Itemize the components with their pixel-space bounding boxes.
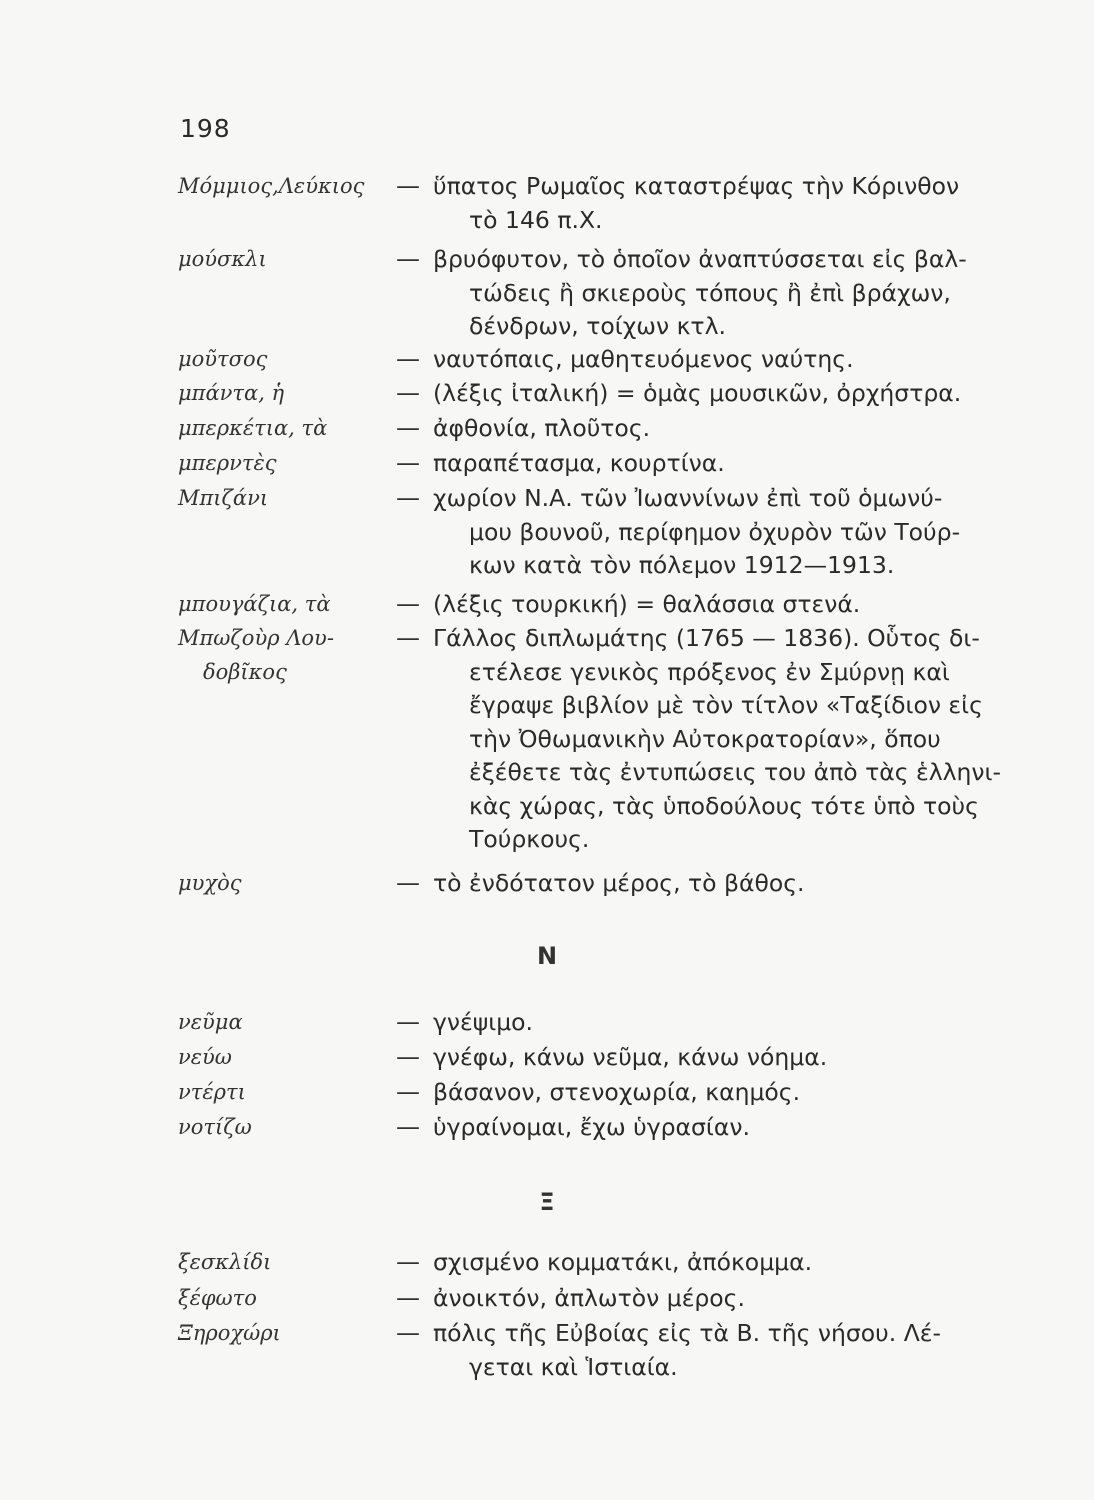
entry-dash: —	[396, 1319, 420, 1347]
entry-dash: —	[396, 1113, 420, 1141]
entry-term: μοῦτσος	[178, 347, 268, 371]
entry-term: νεύω	[178, 1045, 232, 1069]
entry-definition: ὕπατος Ρωμαῖος καταστρέψας τὴν Κόρινθον τὸ 146 π.Χ.	[433, 172, 960, 234]
entry-definition: ναυτόπαις, μαθητευόμενος ναύτης.	[433, 345, 854, 373]
entry-term: νεῦμα	[178, 1010, 243, 1034]
entry-definition: βάσανον, στενοχωρία, καημός.	[433, 1078, 801, 1106]
entry-definition: σχισμένο κομματάκι, ἀπόκομμα.	[433, 1248, 813, 1276]
entry-term: μπερντὲς	[178, 451, 277, 475]
entry-dash: —	[396, 484, 420, 512]
entry-definition: χωρίον Ν.Α. τῶν Ἰωαννίνων ἐπὶ τοῦ ὁμωνύ- μου βουνοῦ, περίφημον ὀχυρὸν τῶν Τούρ- κων κατὰ τὸν πόλεμον 1912—1913.	[433, 484, 961, 579]
entry-dash: —	[396, 449, 420, 477]
entry-term: μούσκλι	[178, 247, 267, 271]
entry-term: ξεσκλίδι	[178, 1250, 272, 1274]
entry-term: Μπωζοὺρ Λου- δοβῖκος	[178, 626, 334, 684]
entry-term: μπερκέτια, τὰ	[178, 416, 328, 440]
entry-definition: ὑγραίνομαι, ἔχω ὑγρασίαν.	[433, 1113, 750, 1141]
entry-definition: βρυόφυτον, τὸ ὁποῖον ἀναπτύσσεται εἰς βαλ- τώδεις ἢ σκιεροὺς τόπους ἢ ἐπὶ βράχων, δένδρων, τοίχων κτλ.	[433, 245, 967, 340]
entry-dash: —	[396, 1008, 420, 1036]
entry-term: νοτίζω	[178, 1115, 252, 1139]
entry-term: ξέφωτο	[178, 1286, 257, 1310]
entry-term: Μόμμιος,Λεύκιος	[178, 174, 365, 198]
entry-definition: γνέψιμο.	[433, 1008, 533, 1036]
entry-definition: (λέξις τουρκική) = θαλάσσια στενά.	[433, 590, 861, 618]
entry-dash: —	[396, 245, 420, 273]
entry-dash: —	[396, 345, 420, 373]
entry-dash: —	[396, 1078, 420, 1106]
entry-dash: —	[396, 414, 420, 442]
letter-heading-xi: Ξ	[539, 1188, 555, 1216]
letter-heading-n: N	[536, 942, 558, 970]
entry-dash: —	[396, 1284, 420, 1312]
entry-dash: —	[396, 1248, 420, 1276]
entry-dash: —	[396, 624, 420, 652]
entry-definition: (λέξις ἰταλική) = ὁμὰς μουσικῶν, ὀρχήστρα.	[433, 379, 962, 407]
entry-definition: γνέφω, κάνω νεῦμα, κάνω νόημα.	[433, 1043, 828, 1071]
entry-dash: —	[396, 379, 420, 407]
entry-definition: παραπέτασμα, κουρτίνα.	[433, 449, 725, 477]
page-number: 198	[180, 114, 231, 143]
entry-dash: —	[396, 172, 420, 200]
entry-term: ντέρτι	[178, 1080, 246, 1104]
entry-definition: ἀφθονία, πλοῦτος.	[433, 414, 651, 442]
entry-definition: πόλις τῆς Εὐβοίας εἰς τὰ Β. τῆς νήσου. Λέ- γεται καὶ Ἱστιαία.	[433, 1319, 941, 1381]
entry-term: μπουγάζια, τὰ	[178, 592, 331, 616]
entry-term: μπάντα, ἡ	[178, 381, 285, 405]
entry-dash: —	[396, 1043, 420, 1071]
entry-definition: τὸ ἐνδότατον μέρος, τὸ βάθος.	[433, 869, 805, 897]
entry-term: Ξηροχώρι	[178, 1321, 281, 1345]
entry-dash: —	[396, 869, 420, 897]
entry-term: μυχὸς	[178, 871, 242, 895]
entry-term: Μπιζάνι	[178, 486, 269, 510]
entry-dash: —	[396, 590, 420, 618]
entry-definition: Γάλλος διπλωμάτης (1765 — 1836). Οὗτος δι- ετέλεσε γενικὸς πρόξενος ἐν Σμύρνῃ καὶ ἔγραψε βιβλίον μὲ τὸν τίτλον «Ταξίδιον εἰς τὴν Ὀθωμανικὴν Αὐτοκρατορίαν», ὅπου ἐξέθετε τὰς ἐντυπώσεις του ἀπὸ τὰς ἑλληνι- κὰς χώρας, τὰς ὑποδούλους τότε ὑπὸ τοὺς Τούρκους.	[433, 624, 1001, 853]
entry-definition: ἀνοικτόν, ἀπλωτὸν μέρος.	[433, 1284, 745, 1312]
